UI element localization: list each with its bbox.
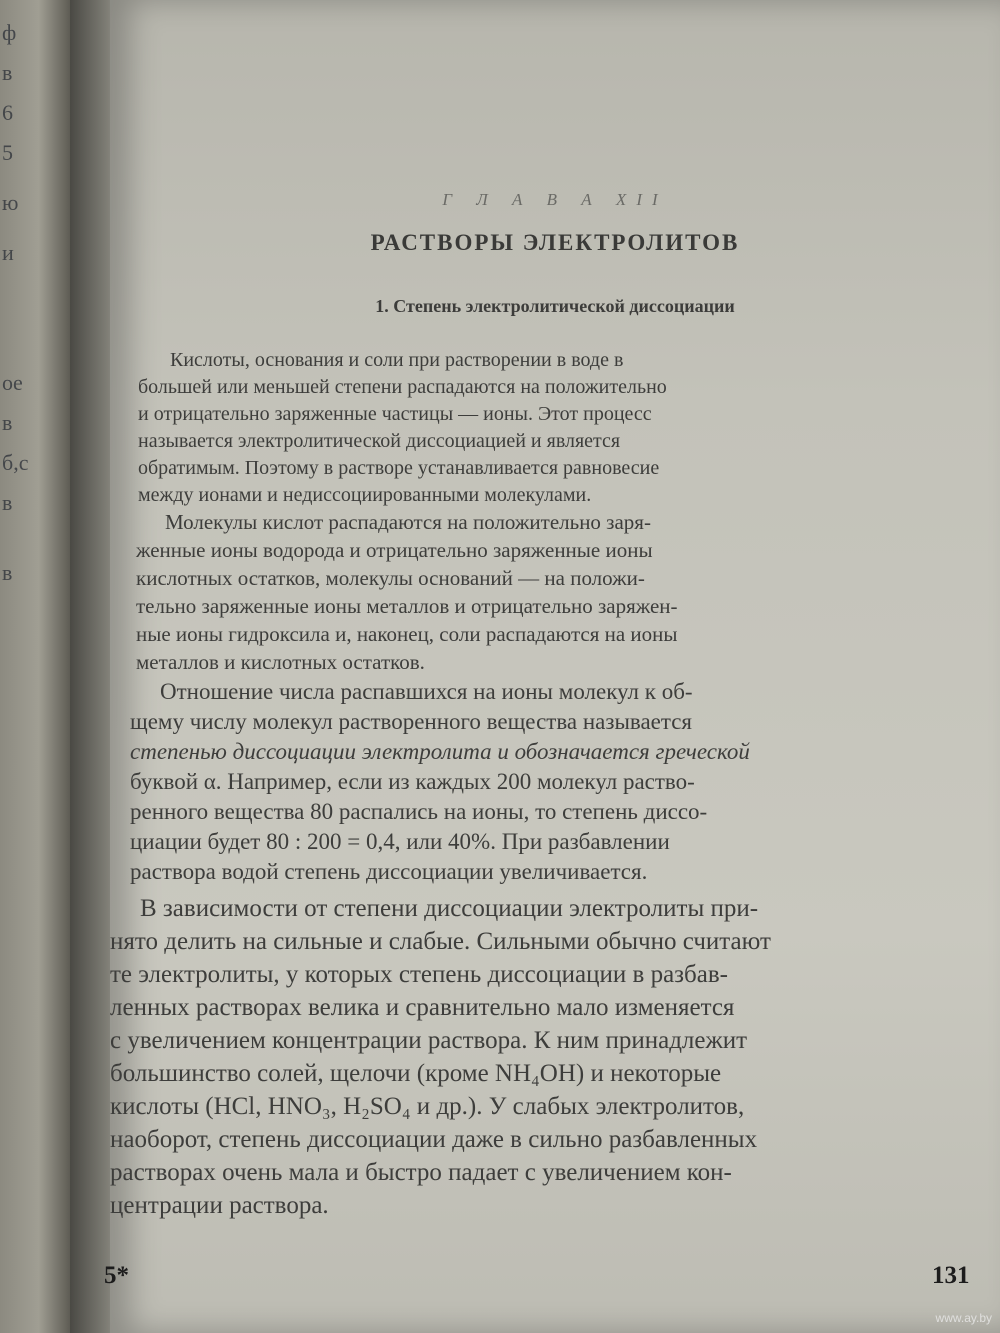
adjacent-page-fragment: 6 [2, 100, 13, 125]
text-line: В зависимости от степени диссоциации электролиты при- [140, 895, 759, 922]
text-line: большей или меньшей степени распадаются на положительно [138, 376, 667, 398]
text-line: между ионами и недиссоциированными молекулами. [138, 484, 592, 506]
adjacent-page-fragment: в [2, 490, 13, 515]
adjacent-page-fragment: в [2, 410, 13, 435]
adjacent-page-fragment: в [2, 60, 13, 85]
text-line: называется электролитической диссоциацией и является [138, 430, 621, 452]
adjacent-page-fragment: в [2, 560, 13, 585]
text-line: кислоты (HCl, HNO₃, H₂SO₄ и др.). У слабых электролитов, [110, 1093, 745, 1120]
book-page [104, 0, 1000, 1333]
text-line: циации будет 80 : 200 = 0,4, или 40%. При разбавлении [130, 829, 670, 854]
watermark: www.ay.by [935, 1311, 992, 1325]
adjacent-page-edge [0, 0, 70, 1333]
text-line: раствора водой степень диссоциации увеличивается. [130, 859, 648, 884]
text-line: Молекулы кислот распадаются на положительно заря- [165, 510, 651, 534]
text-line: и отрицательно заряженные частицы — ионы. Этот процесс [138, 403, 652, 425]
chapter-heading: Г Л А В А XII [442, 190, 668, 209]
text-line: растворах очень мала и быстро падает с увеличением кон- [110, 1159, 732, 1186]
text-line: те электролиты, у которых степень диссоциации в разбав- [110, 961, 728, 988]
printer-signature: 5* [104, 1262, 129, 1289]
text-line: Кислоты, основания и соли при растворении в воде в [170, 349, 624, 371]
chapter-title: РАСТВОРЫ ЭЛЕКТРОЛИТОВ [370, 230, 740, 255]
text-line: наоборот, степень диссоциации даже в сильно разбавленных [110, 1126, 758, 1153]
text-line: тельно заряженные ионы металлов и отрицательно заряжен- [136, 594, 678, 618]
text-line: степенью диссоциации электролита и обозначается греческой [130, 739, 750, 764]
text-line: металлов и кислотных остатков. [136, 650, 425, 674]
adjacent-page-fragment: б,с [2, 450, 29, 475]
page-number: 131 [932, 1262, 970, 1289]
text-line: ные ионы гидроксила и, наконец, соли распадаются на ионы [136, 622, 678, 646]
text-line: ренного вещества 80 распались на ионы, то степень диссо- [130, 799, 708, 824]
adjacent-page-fragment: и [2, 240, 14, 265]
text-line: центрации раствора. [110, 1192, 329, 1219]
section-heading: 1. Степень электролитической диссоциации [375, 296, 735, 316]
text-line: нято делить на сильные и слабые. Сильными обычно считают [110, 928, 771, 955]
text-line: кислотных остатков, молекулы оснований — на положи- [136, 566, 645, 590]
adjacent-page-fragment: оe [2, 370, 23, 395]
text-line: буквой α. Например, если из каждых 200 молекул раство- [130, 769, 695, 794]
text-line: Отношение числа распавшихся на ионы молекул к об- [160, 679, 693, 704]
text-line: большинство солей, щелочи (кроме NH₄OH) и некоторые [110, 1060, 722, 1087]
adjacent-page-fragment: ю [2, 190, 19, 215]
adjacent-page-fragment: 5 [2, 140, 13, 165]
text-line: щему числу молекул растворенного вещества называется [130, 709, 692, 734]
adjacent-page-fragment: ф [2, 20, 17, 45]
text-line: ленных растворах велика и сравнительно мало изменяется [110, 994, 735, 1021]
text-line: с увеличением концентрации раствора. К ним принадлежит [110, 1027, 748, 1054]
text-line: обратимым. Поэтому в растворе устанавливается равновесие [138, 457, 660, 479]
text-line: женные ионы водорода и отрицательно заряженные ионы [136, 538, 653, 562]
